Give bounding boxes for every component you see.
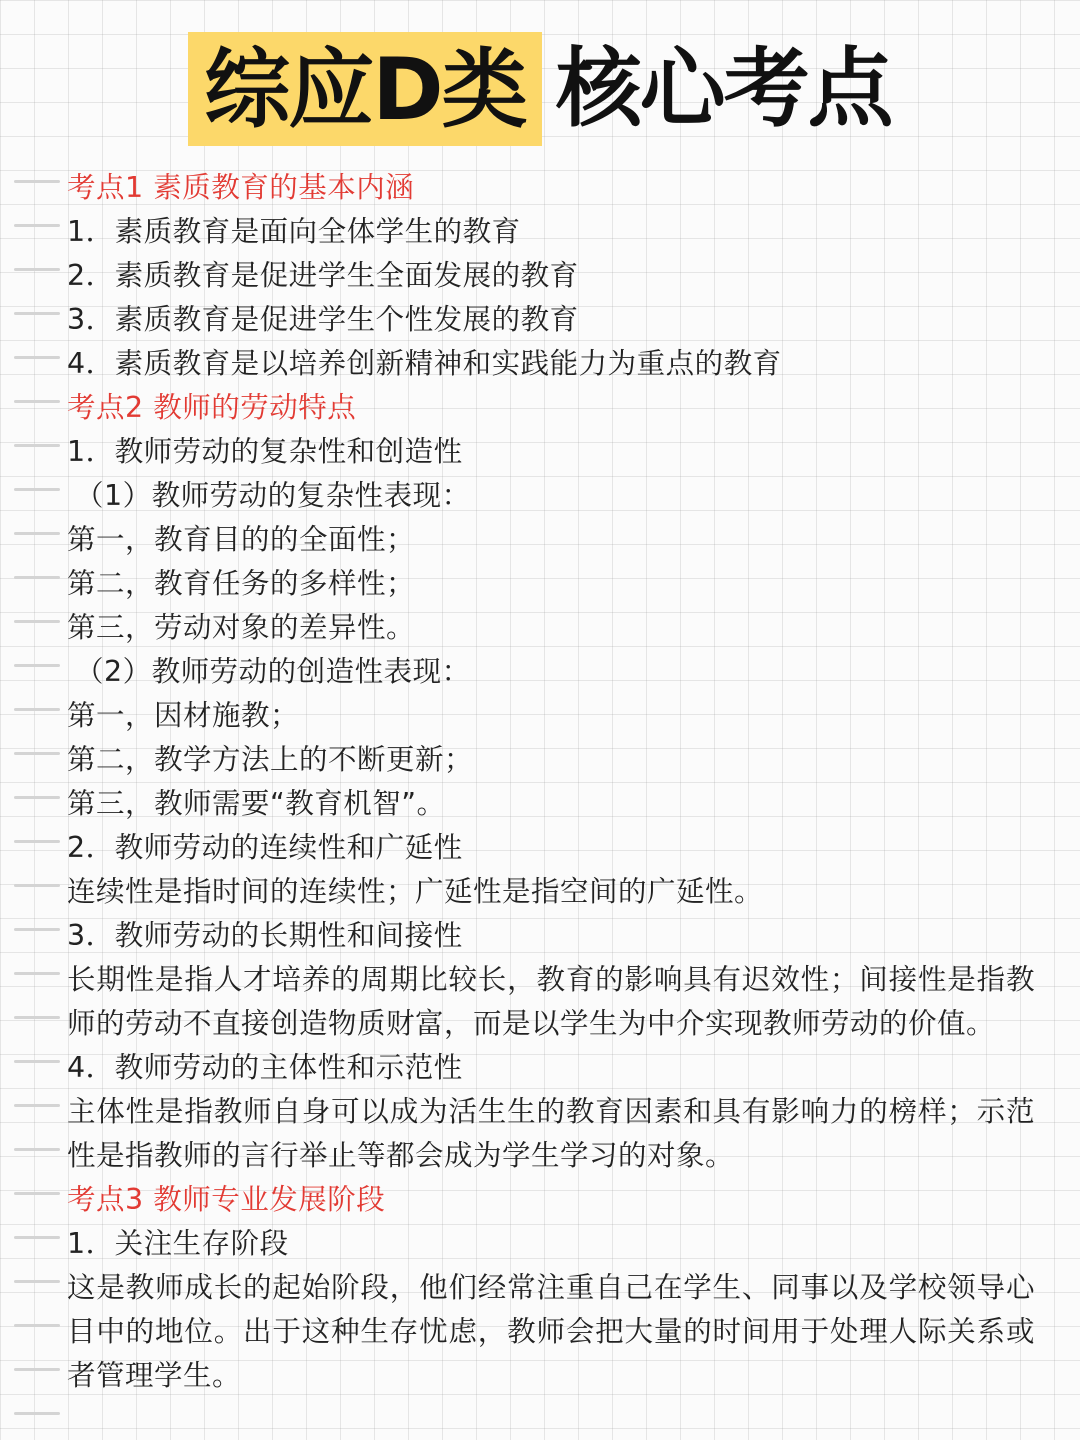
paragraph: 主体性是指教师自身可以成为活生生的教育因素和具有影响力的榜样；示范性是指教师的言行举止等都会成为学生学习的对象。 <box>67 1095 1035 1172</box>
sub-item: （2）教师劳动的创造性表现： <box>75 655 471 688</box>
list-item: 1．教师劳动的复杂性和创造性 <box>67 435 463 468</box>
margin-tick <box>14 1368 60 1371</box>
section-heading-1: 考点1 素质教育的基本内涵 <box>67 171 415 204</box>
list-item: 1．关注生存阶段 <box>67 1227 289 1260</box>
list-item: 3．教师劳动的长期性和间接性 <box>67 919 463 952</box>
margin-tick <box>14 752 60 755</box>
margin-tick <box>14 1104 60 1107</box>
list-item: 第二，教学方法上的不断更新； <box>67 743 474 776</box>
paragraph: 长期性是指人才培养的周期比较长，教育的影响具有迟效性；间接性是指教师的劳动不直接创造物质财富，而是以学生为中介实现教师劳动的价值。 <box>67 963 1035 1040</box>
margin-tick <box>14 1236 60 1239</box>
list-item: 4．素质教育是以培养创新精神和实践能力为重点的教育 <box>67 347 782 380</box>
page-title <box>0 30 1080 148</box>
margin-tick <box>14 1324 60 1327</box>
margin-tick <box>14 356 60 359</box>
margin-tick <box>14 1060 60 1063</box>
title-rest-text: 核心考点 <box>555 39 892 139</box>
list-item: 第一，教育目的的全面性； <box>67 523 416 556</box>
sub-item: （1）教师劳动的复杂性表现： <box>75 479 471 512</box>
margin-tick <box>14 620 60 623</box>
list-item: 第二，教育任务的多样性； <box>67 567 416 600</box>
margin-tick <box>14 268 60 271</box>
paragraph: 连续性是指时间的连续性；广延性是指空间的广延性。 <box>67 875 764 908</box>
margin-tick <box>14 796 60 799</box>
list-item: 2．教师劳动的连续性和广延性 <box>67 831 463 864</box>
margin-tick <box>14 224 60 227</box>
margin-tick <box>14 444 60 447</box>
notebook-margin-ticks <box>14 150 74 1440</box>
margin-tick <box>14 576 60 579</box>
section-heading-3: 考点3 教师专业发展阶段 <box>67 1183 386 1216</box>
list-item: 第一，因材施教； <box>67 699 300 732</box>
title-highlight-box <box>188 32 541 146</box>
list-item: 2．素质教育是促进学生全面发展的教育 <box>67 259 579 292</box>
margin-tick <box>14 840 60 843</box>
list-item: 第三，劳动对象的差异性。 <box>67 611 416 644</box>
margin-tick <box>14 180 60 183</box>
margin-tick <box>14 928 60 931</box>
list-item: 4．教师劳动的主体性和示范性 <box>67 1051 463 1084</box>
margin-tick <box>14 1412 60 1415</box>
margin-tick <box>14 884 60 887</box>
title-highlighted-text: 综应D类 <box>204 40 526 140</box>
margin-tick <box>14 708 60 711</box>
margin-tick <box>14 664 60 667</box>
margin-tick <box>14 972 60 975</box>
margin-tick <box>14 312 60 315</box>
section-heading-2: 考点2 教师的劳动特点 <box>67 391 357 424</box>
list-item: 第三，教师需要“教育机智”。 <box>67 787 446 820</box>
margin-tick <box>14 1148 60 1151</box>
notes-content <box>67 166 1047 1398</box>
margin-tick <box>14 1192 60 1195</box>
list-item: 1．素质教育是面向全体学生的教育 <box>67 215 521 248</box>
list-item: 3．素质教育是促进学生个性发展的教育 <box>67 303 579 336</box>
margin-tick <box>14 488 60 491</box>
paragraph: 这是教师成长的起始阶段，他们经常注重自己在学生、同事以及学校领导心目中的地位。出于这种生存忧虑，教师会把大量的时间用于处理人际关系或者管理学生。 <box>67 1271 1035 1392</box>
margin-tick <box>14 532 60 535</box>
margin-tick <box>14 400 60 403</box>
margin-tick <box>14 1280 60 1283</box>
margin-tick <box>14 1016 60 1019</box>
